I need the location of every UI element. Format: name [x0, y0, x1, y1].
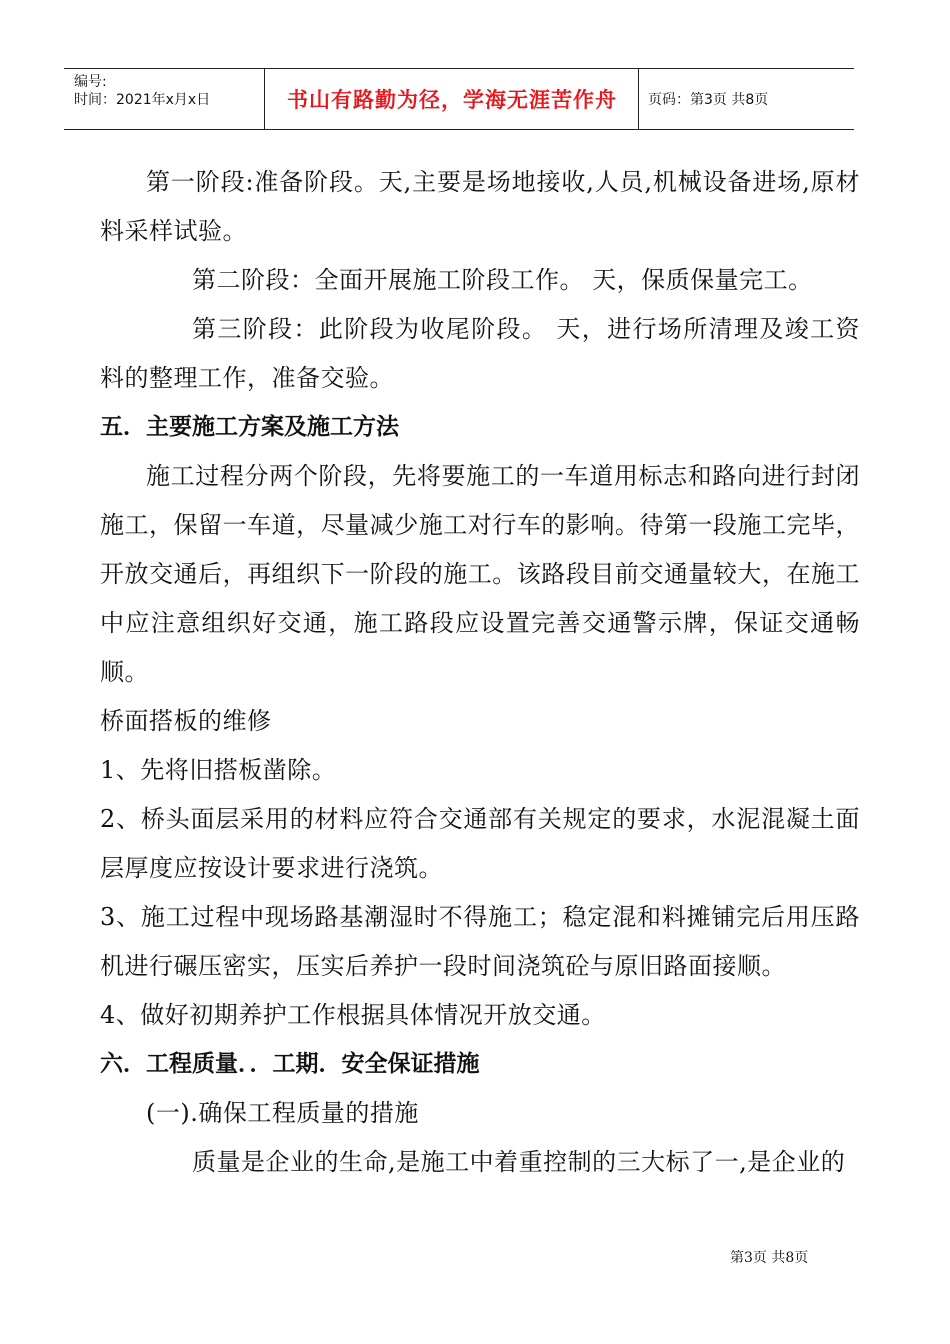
list-item-2: 2、桥头面层采用的材料应符合交通部有关规定的要求，水泥混凝土面层厚度应按设计要求进行浇筑。	[100, 805, 860, 882]
page-footer: 第3页 共8页	[730, 1250, 809, 1266]
header-divider	[638, 69, 639, 129]
header-page-label: 页码：第3页 共8页	[648, 92, 769, 108]
header-divider	[264, 69, 265, 129]
page-header	[64, 68, 854, 130]
document-body	[100, 158, 860, 1187]
date-label: 时间：2021年x月x日	[74, 92, 211, 108]
list-item-3: 3、施工过程中现场路基潮湿时不得施工；稳定混和料摊铺完后用压路机进行碾压密实，压实后养护一段时间浇筑砼与原旧路面接顺。	[100, 903, 860, 980]
header-motto: 书山有路勤为径，学海无涯苦作舟	[287, 88, 617, 112]
paragraph-bridge-slab: 桥面搭板的维修	[100, 707, 272, 735]
paragraph-construction-process: 施工过程分两个阶段，先将要施工的一车道用标志和路向进行封闭施工，保留一车道，尽量减少施工对行车的影响。待第一段施工完毕，开放交通后，再组织下一阶段的施工。该路段目前交通量较大，在施工中应注意组织好交通，施工路段应设置完善交通警示牌，保证交通畅顺。	[100, 462, 860, 686]
subsection-heading-1: (一).确保工程质量的措施	[146, 1099, 419, 1127]
header-meta	[64, 69, 264, 129]
list-item-4: 4、做好初期养护工作根据具体情况开放交通。	[100, 1001, 606, 1029]
section-heading-5: 五．主要施工方案及施工方法	[100, 414, 399, 440]
paragraph-phase-2: 第二阶段：全面开展施工阶段工作。 天，保质保量完工。	[192, 266, 813, 294]
paragraph-quality: 质量是企业的生命,是施工中着重控制的三大标了一,是企业的	[192, 1148, 846, 1176]
paragraph-phase-3: 第三阶段：此阶段为收尾阶段。 天，进行场所清理及竣工资料的整理工作，准备交验。	[100, 315, 860, 392]
number-label: 编号:	[74, 74, 107, 90]
section-heading-6: 六．工程质量．．工期．安全保证措施	[100, 1051, 480, 1077]
paragraph-phase-1: 第一阶段:准备阶段。天,主要是场地接收,人员,机械设备进场,原材料采样试验。	[100, 168, 860, 245]
list-item-1: 1、先将旧搭板凿除。	[100, 756, 337, 784]
